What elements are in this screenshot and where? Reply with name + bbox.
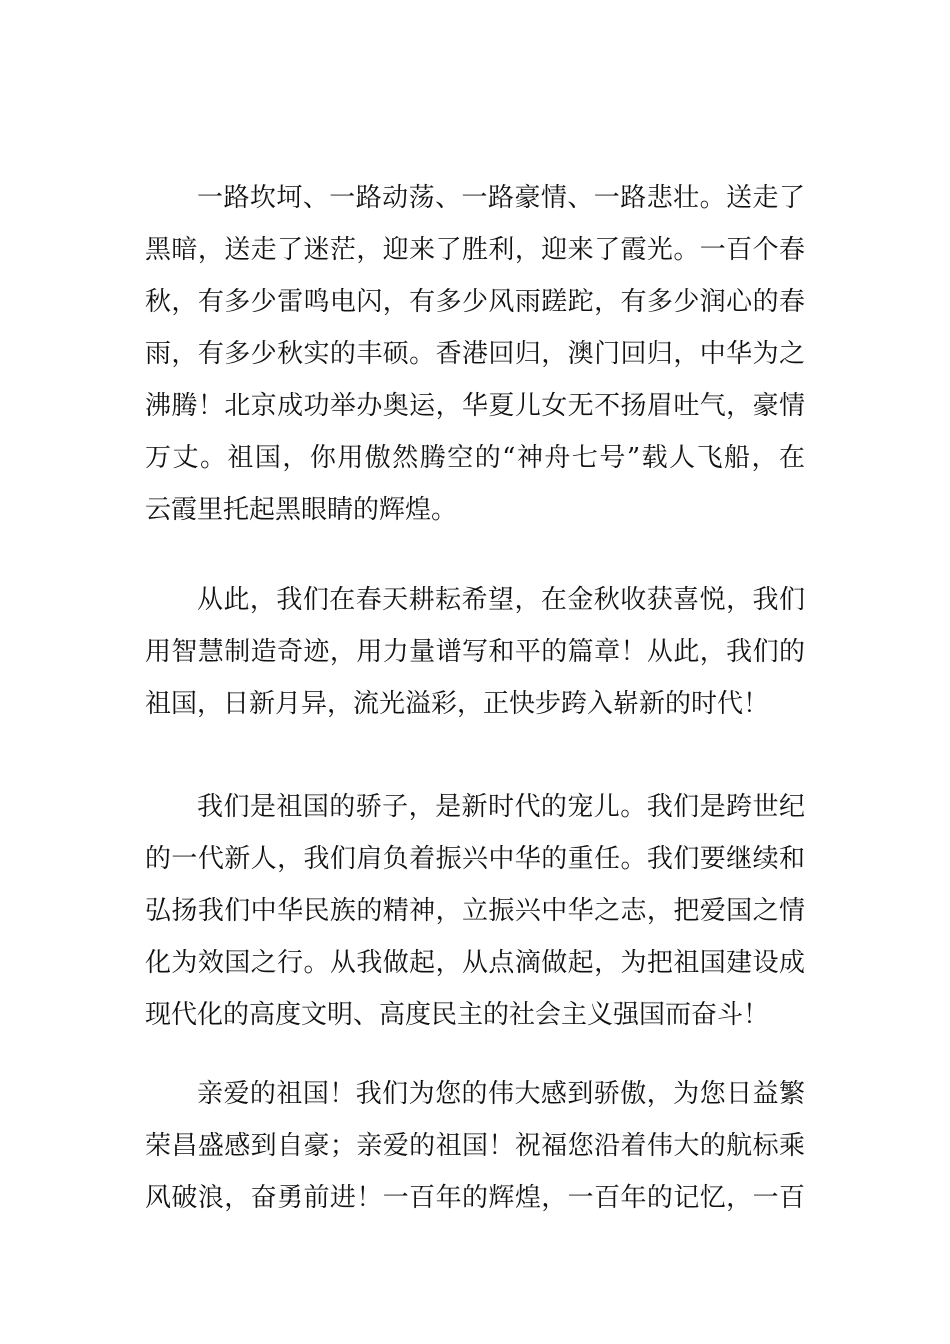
paragraph-line: 沸腾！北京成功举办奥运，华夏儿女无不扬眉吐气，豪情 [145,391,805,421]
paragraph-line: 化为效国之行。从我做起，从点滴做起，为把祖国建设成 [145,948,805,978]
paragraph-2 [145,574,805,730]
paragraph-line: 现代化的高度文明、高度民主的社会主义强国而奋斗！ [145,1000,770,1030]
paragraph-line: 从此，我们在春天耕耘希望，在金秋收获喜悦，我们 [197,585,805,615]
paragraph-line: 我们是祖国的骄子，是新时代的宠儿。我们是跨世纪 [197,792,805,822]
paragraph-line: 的一代新人，我们肩负着振兴中华的重任。我们要继续和 [145,844,805,874]
paragraph-1 [145,172,805,536]
paragraph-line: 荣昌盛感到自豪；亲爱的祖国！祝福您沿着伟大的航标乘 [145,1131,805,1161]
paragraph-line: 弘扬我们中华民族的精神，立振兴中华之志，把爱国之情 [145,896,805,926]
paragraph-3 [145,781,805,1041]
paragraph-line: 雨，有多少秋实的丰硕。香港回归，澳门回归，中华为之 [145,339,805,369]
paragraph-line: 云霞里托起黑眼睛的辉煌。 [145,495,458,525]
paragraph-line: 万丈。祖国，你用傲然腾空的“神舟七号”载人飞船，在 [145,443,805,473]
paragraph-line: 亲爱的祖国！我们为您的伟大感到骄傲，为您日益繁 [197,1079,805,1109]
paragraph-line: 秋，有多少雷鸣电闪，有多少风雨蹉跎，有多少润心的春 [145,287,805,317]
paragraph-line: 祖国，日新月异，流光溢彩，正快步跨入崭新的时代！ [145,689,770,719]
paragraph-line: 用智慧制造奇迹，用力量谱写和平的篇章！从此，我们的 [145,637,805,667]
paragraph-line: 一路坎坷、一路动荡、一路豪情、一路悲壮。送走了 [197,183,805,213]
paragraph-4 [145,1068,805,1224]
paragraph-line: 黑暗，送走了迷茫，迎来了胜利，迎来了霞光。一百个春 [145,235,805,265]
paragraph-line: 风破浪，奋勇前进！一百年的辉煌，一百年的记忆，一百 [145,1183,805,1213]
